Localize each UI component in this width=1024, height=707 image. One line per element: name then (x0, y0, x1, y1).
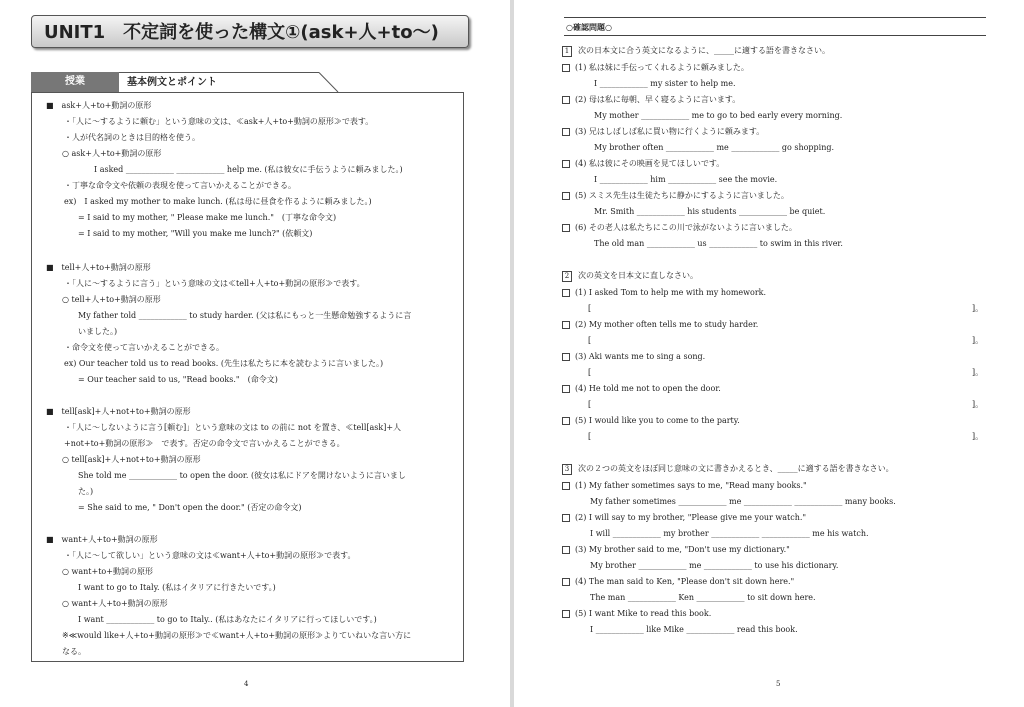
checkbox[interactable] (562, 128, 570, 136)
point-line: ・「人に～するように頼む」という意味の文は、≪ask+人+to+動詞の原形≫で表す。 (64, 117, 374, 126)
tab-slant-decoration (313, 72, 339, 92)
example-line: = Our teacher said to us, "Read books." (命令文) (78, 375, 278, 384)
page-number: 5 (776, 680, 781, 688)
checkbox[interactable] (562, 578, 570, 586)
section-heading: ■ want+人+to+動詞の原形 (46, 535, 158, 544)
note-line: なる。 (62, 647, 86, 656)
checkbox[interactable] (562, 321, 570, 329)
answer-line: I ____________ him ____________ see the movie. (594, 175, 778, 184)
section2-instruction (562, 271, 698, 282)
checkbox[interactable] (562, 546, 570, 554)
checkbox[interactable] (562, 192, 570, 200)
question-item: (5) I want Mike to read this book. (562, 609, 711, 619)
question-item: (4) 私は彼にその映画を見てほしいです。 (562, 159, 724, 169)
question-item: (3) Aki wants me to sing a song. (562, 352, 705, 362)
question-item: (1) 私は妹に手伝ってくれるように頼みました。 (562, 63, 749, 73)
answer-line: I ____________ my sister to help me. (594, 79, 736, 88)
unit-title: UNIT1 不定詞を使った構文①(ask+人+to～) (31, 15, 469, 48)
section-number: 2 (562, 271, 572, 282)
example-line: = I said to my mother, "Will you make me lunch?" (依頼文) (78, 229, 313, 238)
bracket-open: [ (588, 432, 592, 441)
section-number: 1 (562, 46, 572, 57)
answer-line: My brother ____________ me ____________ to use his dictionary. (590, 561, 839, 570)
sub-heading: ○ ask+人+to+動詞の原形 (62, 149, 162, 158)
answer-line: My mother ____________ me to go to bed early every morning. (594, 111, 843, 120)
answer-line: I ____________ like Mike ____________ read this book. (590, 625, 798, 634)
note-line: ※≪would like+人+to+動詞の原形≫で≪want+人+to+動詞の原形≫よりていねいな言い方に (62, 631, 412, 640)
point-line: ・「人に～して欲しい」という意味の文は≪want+人+to+動詞の原形≫で表す。 (64, 551, 356, 560)
example-line: = I said to my mother, " Please make me lunch." (丁寧な命令文) (78, 213, 337, 222)
question-item: (2) I will say to my brother, "Please give me your watch." (562, 513, 806, 523)
question-item: (2) 母は私に毎朝、早く寝るように言います。 (562, 95, 740, 105)
bracket-open: [ (588, 304, 592, 313)
sub-heading: ○ tell+人+to+動詞の原形 (62, 295, 161, 304)
tab-title: 基本例文とポイント (119, 72, 314, 91)
checkbox[interactable] (562, 160, 570, 168)
right-page (514, 0, 1024, 707)
question-item: (3) My brother said to me, "Don't use my dictionary." (562, 545, 790, 555)
section3-instruction (562, 464, 894, 475)
bracket-close: ]。 (972, 336, 984, 345)
header-rule (564, 17, 986, 18)
sub-heading: ○ want+to+動詞の原形 (62, 567, 153, 576)
question-item: (3) 兄はしばしば私に買い物に行くように頼みます。 (562, 127, 764, 137)
question-item: (5) スミス先生は生徒たちに静かにするように言いました。 (562, 191, 789, 201)
point-line: ・人が代名詞のときは目的格を使う。 (64, 133, 200, 142)
bracket-close: ]。 (972, 368, 984, 377)
bracket-open: [ (588, 336, 592, 345)
checkbox[interactable] (562, 417, 570, 425)
tab-label: 授業 (31, 72, 119, 92)
example-line: I asked ____________ ____________ help me. (私は彼女に手伝うように頼みました。) (94, 165, 403, 174)
point-line: ・「人に～するように言う」という意味の文は≪tell+人+to+動詞の原形≫で表す。 (64, 279, 365, 288)
section-tab (31, 72, 331, 92)
answer-line: The man ____________ Ken ____________ to sit down here. (590, 593, 816, 602)
section-heading: ■ tell[ask]+人+not+to+動詞の原形 (46, 407, 191, 416)
bracket-open: [ (588, 400, 592, 409)
instruction-text: 次の２つの英文をほぼ同じ意味の文に書きかえるとき、_____に適する語を書きなさい。 (578, 464, 894, 473)
sub-heading: ○ want+人+to+動詞の原形 (62, 599, 168, 608)
example-line: た。) (78, 487, 94, 496)
header-rule (564, 35, 986, 36)
checkbox[interactable] (562, 514, 570, 522)
left-page (0, 0, 510, 707)
sub-heading: ○ tell[ask]+人+not+to+動詞の原形 (62, 455, 201, 464)
example-line: = She said to me, " Don't open the door." (否定の命令文) (78, 503, 302, 512)
checkbox[interactable] (562, 224, 570, 232)
example-line: My father told ____________ to study harder. (父は私にもっと一生懸命勉強するように言 (78, 311, 412, 320)
answer-line: My father sometimes ____________ me ____________ ____________ many books. (590, 497, 896, 506)
exercise-heading: ○確認問題○ (566, 22, 612, 32)
question-item: (4) The man said to Ken, "Please don't sit down here." (562, 577, 794, 587)
question-item: (1) I asked Tom to help me with my homework. (562, 288, 766, 298)
answer-line: Mr. Smith ____________ his students ____________ be quiet. (594, 207, 826, 216)
point-line: ・「人に～しないように言う[頼む]」という意味の文は to の前に not を置き、≪tell[ask]+人 (64, 423, 402, 432)
point-line: ・命令文を使って言いかえることができる。 (64, 343, 224, 352)
checkbox[interactable] (562, 385, 570, 393)
section-number: 3 (562, 464, 572, 475)
bracket-open: [ (588, 368, 592, 377)
checkbox[interactable] (562, 353, 570, 361)
question-item: (5) I would like you to come to the party. (562, 416, 740, 426)
section-heading: ■ ask+人+to+動詞の原形 (46, 101, 152, 110)
checkbox[interactable] (562, 610, 570, 618)
bracket-close: ]。 (972, 304, 984, 313)
example-line: ex) Our teacher told us to read books. (先生は私たちに本を読むように言いました。) (64, 359, 384, 368)
section-heading: ■ tell+人+to+動詞の原形 (46, 263, 151, 272)
answer-line: My brother often ____________ me ____________ go shopping. (594, 143, 835, 152)
instruction-text: 次の日本文に合う英文になるように、_____に適する語を書きなさい。 (578, 46, 830, 55)
page-number: 4 (244, 680, 249, 688)
question-item: (1) My father sometimes says to me, "Read many books." (562, 481, 807, 491)
instruction-text: 次の英文を日本文に直しなさい。 (578, 271, 698, 280)
point-line: +not+to+動詞の原形≫ で表す。否定の命令文で言いかえることができる。 (64, 439, 345, 448)
point-line: ・丁寧な命令文や依頼の表現を使って言いかえることができる。 (64, 181, 296, 190)
answer-line: The old man ____________ us ____________ to swim in this river. (594, 239, 843, 248)
content-box (31, 92, 464, 662)
example-line: いました。) (78, 327, 118, 336)
checkbox[interactable] (562, 96, 570, 104)
checkbox[interactable] (562, 482, 570, 490)
question-item: (2) My mother often tells me to study harder. (562, 320, 758, 330)
example-line: I want ____________ to go to Italy.. (私はあなたにイタリアに行ってほしいです。) (78, 615, 377, 624)
bracket-close: ]。 (972, 400, 984, 409)
bracket-close: ]。 (972, 432, 984, 441)
example-line: ex) I asked my mother to make lunch. (私は母に昼食を作るように頼みました。) (64, 197, 372, 206)
question-item: (6) その老人は私たちにこの川で泳がないように言いました。 (562, 223, 797, 233)
example-line: I want to go to Italy. (私はイタリアに行きたいです。) (78, 583, 276, 592)
answer-line: I will ____________ my brother ____________ ____________ me his watch. (590, 529, 869, 538)
checkbox[interactable] (562, 289, 570, 297)
example-line: She told me ____________ to open the door. (彼女は私にドアを開けないように言いまし (78, 471, 406, 480)
checkbox[interactable] (562, 64, 570, 72)
question-item: (4) He told me not to open the door. (562, 384, 721, 394)
section1-instruction (562, 46, 830, 57)
